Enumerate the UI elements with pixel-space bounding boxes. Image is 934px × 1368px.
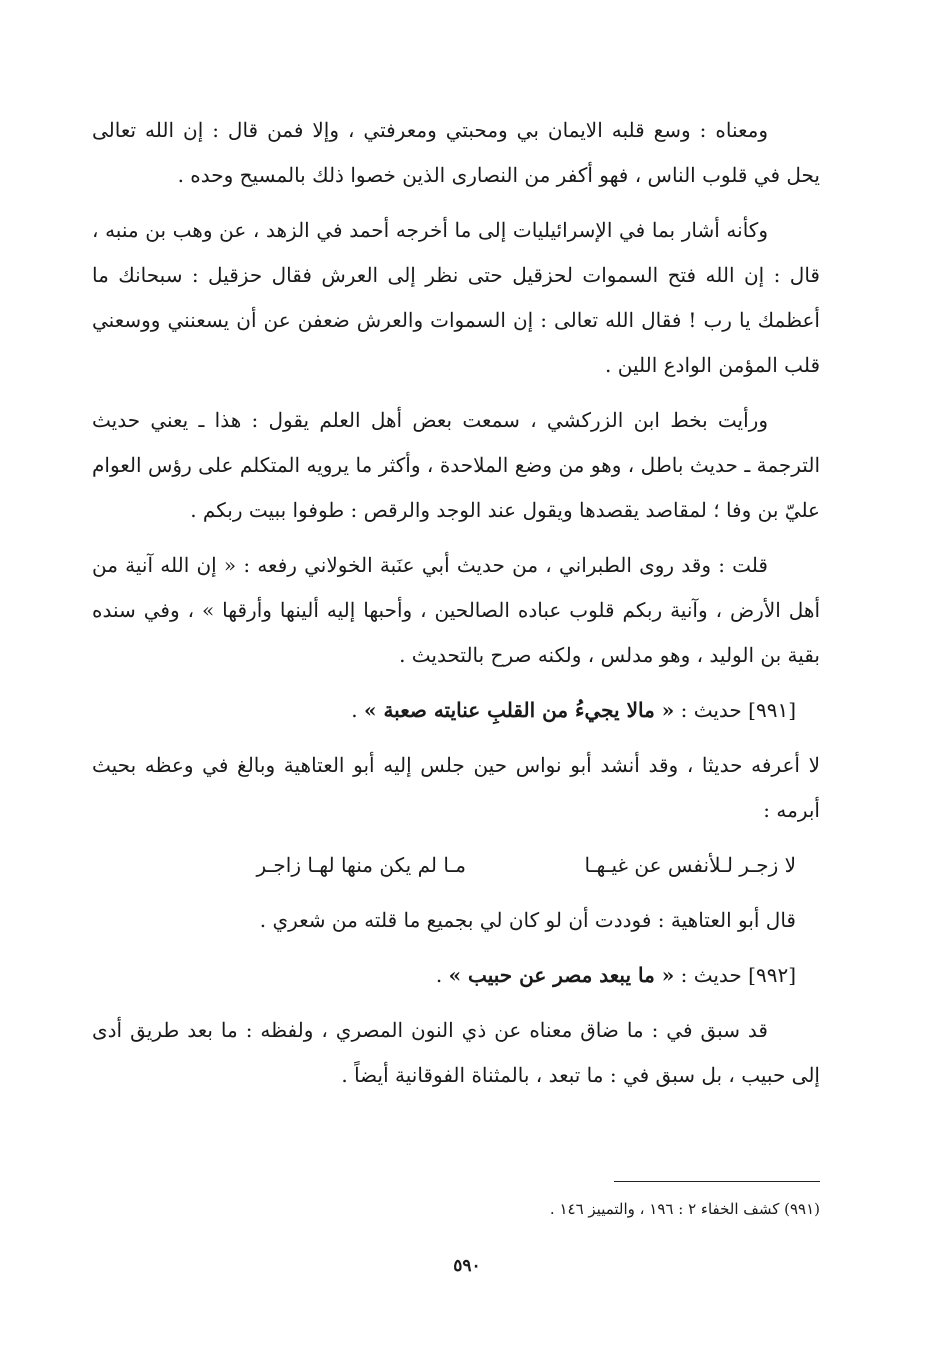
paragraph-after-verse: قال أبو العتاهية : فوددت أن لو كان لي بجميع ما قلته من شعري .: [259, 908, 796, 932]
hadith-992-number: [٩٩٢]: [748, 963, 796, 987]
hadith-991-number: [٩٩١]: [748, 698, 796, 722]
verse-first-hemistich: لا زجـر لـلأنفس عن غيـهـا: [584, 853, 796, 877]
hadith-992-end: .: [435, 963, 443, 987]
hadith-991-label: حديث :: [680, 698, 742, 722]
page-number: ٥٩٠: [453, 1256, 481, 1276]
hadith-992-label: حديث :: [680, 963, 742, 987]
footnote: (٩٩١) كشف الخفاء ٢ : ١٩٦ ، والتمييز ١٤٦ .: [549, 1200, 820, 1218]
paragraph-hadith-991: لا أعرفه حديثا ، وقد أنشد أبو نواس حين جلس إليه أبو العتاهية وبالغ في وعظه بحيث أبرمه :: [92, 753, 820, 822]
hadith-991-text: « مالا يجيءُ من القلبِ عنايته صعبة »: [364, 698, 675, 722]
paragraph-meaning: ومعناه : وسع قلبه الايمان بي ومحبتي ومعرفتي ، وإلا فمن قال : إن الله تعالى يحل في قلوب الناس ، فهو أكفر من النصارى الذين خصوا ذلك بالمسيح وحده .: [92, 118, 820, 187]
paragraph-tabarani: قلت : وقد روى الطبراني ، من حديث أبي عنَبة الخولاني رفعه : « إن الله آنية من أهل الأرض ، وآنية ربكم قلوب عباده الصالحين ، وأحبها إليه ألينها وأرقها » ، وفي سنده بقية بن الوليد ، وهو مدلس ، ولكنه صرح بالتحديث .: [92, 553, 820, 667]
poem-verse: [92, 843, 820, 888]
page-body: [92, 108, 820, 1108]
hadith-992-heading: [92, 953, 820, 998]
hadith-992-text: « ما يبعد مصر عن حبيب »: [448, 963, 675, 987]
verse-second-hemistich: مـا لم يكن منها لهـا زاجـر: [256, 853, 466, 877]
paragraph-israiliyyat: وكأنه أشار بما في الإسرائيليات إلى ما أخرجه أحمد في الزهد ، عن وهب بن منبه ، قال : إن الله فتح السموات لحزقيل حتى نظر إلى العرش فقال حزقيل : سبحانك ما أعظمك يا رب ! فقال الله تعالى : إن السموات والعرش ضعفن عن أن يسعنني ووسعني قلب المؤمن الوادع اللين .: [92, 218, 820, 377]
paragraph-zarkashi: ورأيت بخط ابن الزركشي ، سمعت بعض أهل العلم يقول : هذا ـ يعني حديث الترجمة ـ حديث باطل ، وهو من وضع الملاحدة ، وأكثر ما يرويه المتكلم على رؤس العوام عليّ بن وفا ؛ لمقاصد يقصدها ويقول عند الوجد والرقص : طوفوا ببيت ربكم .: [92, 408, 820, 522]
hadith-991-end: .: [351, 698, 358, 722]
paragraph-hadith-992: قد سبق في : ما ضاق معناه عن ذي النون المصري ، ولفظه : ما بعد طريق أدى إلى حبيب ، بل سبق في : ما تبعد ، بالمثناة الفوقانية أيضاً .: [92, 1018, 820, 1087]
footnote-divider: [614, 1181, 820, 1182]
hadith-991-heading: [92, 688, 820, 733]
